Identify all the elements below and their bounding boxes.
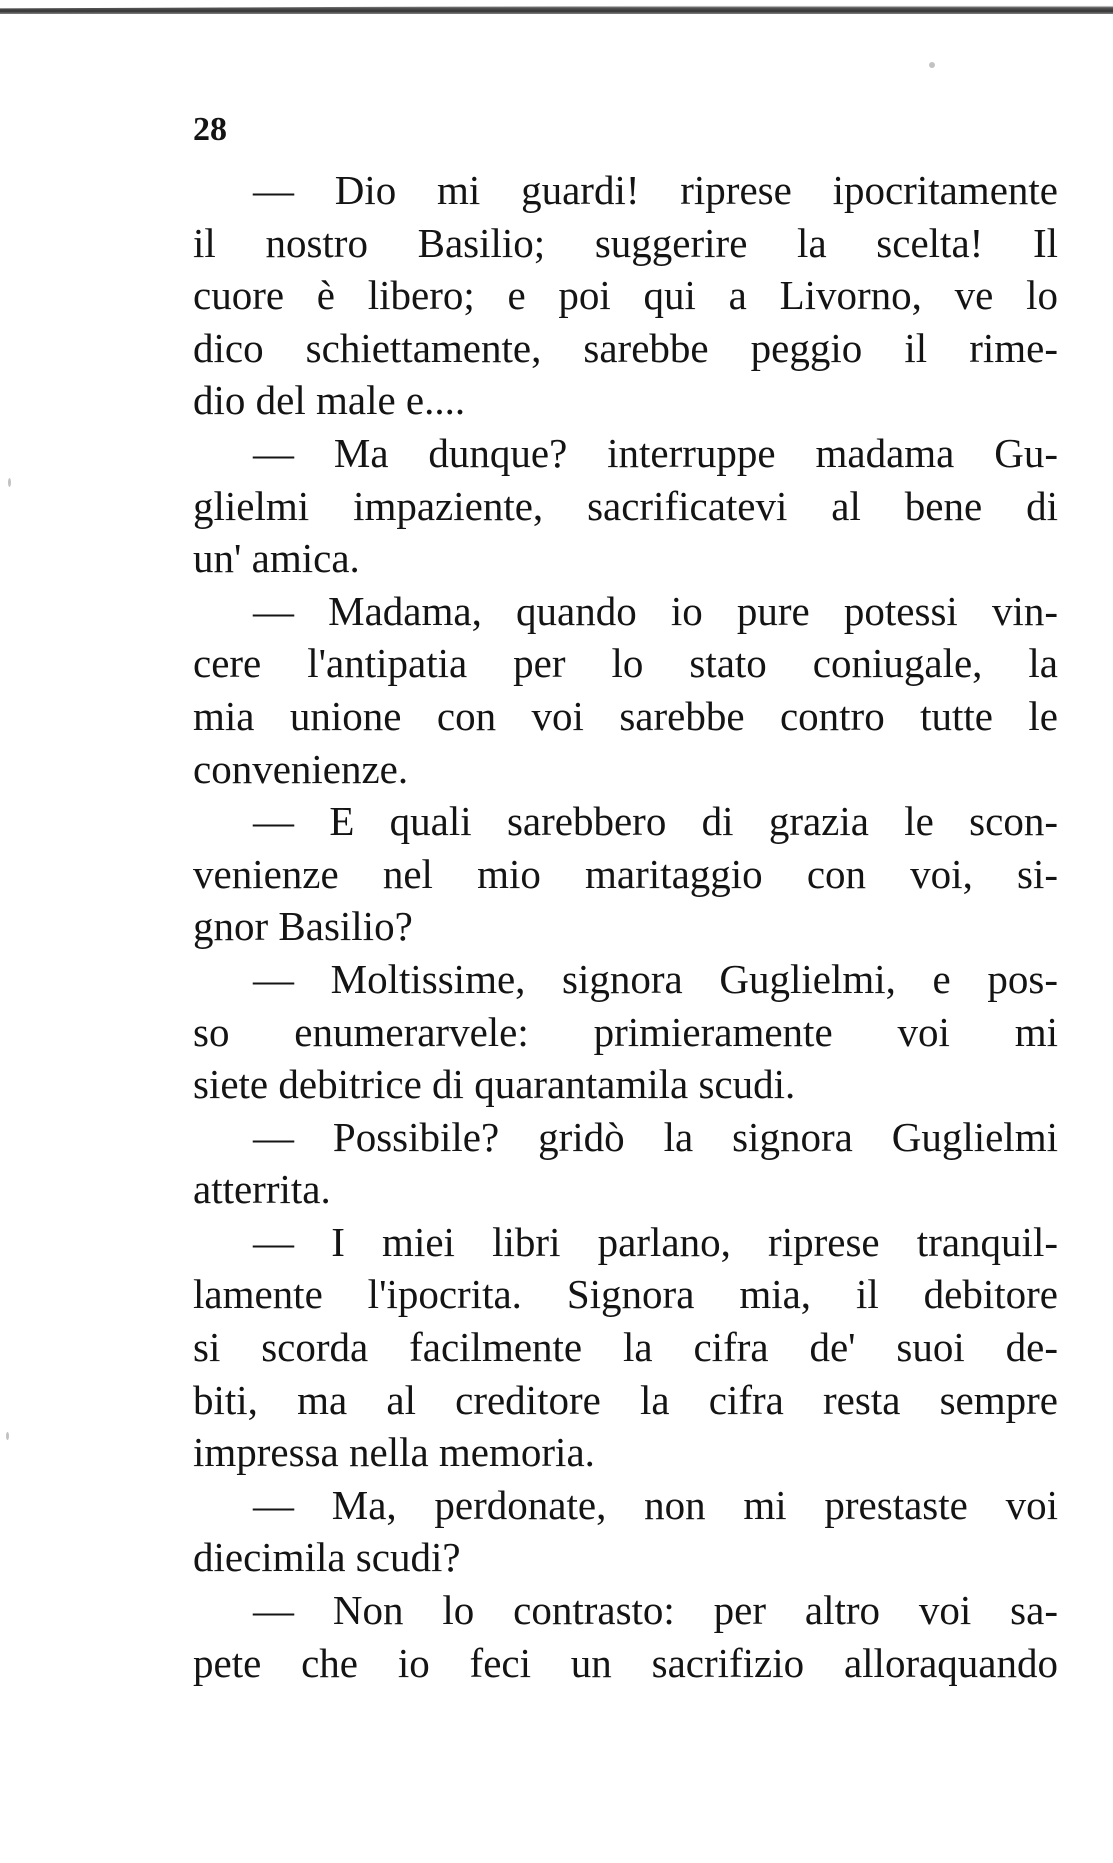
text-line: un' amica. <box>193 535 360 582</box>
text-line: lamente l'ipocrita. Signora mia, il debitore <box>193 1271 1058 1318</box>
book-page <box>193 110 1058 1689</box>
text-line: gnor Basilio? <box>193 903 413 950</box>
text-line: biti, ma al creditore la cifra resta sempre <box>193 1376 1058 1423</box>
text-line: venienze nel mio maritaggio con voi, si- <box>193 850 1058 897</box>
text-line: pete che io feci un sacrifizio alloraquando <box>193 1639 1058 1686</box>
text-line: — Ma, perdonate, non mi prestaste voi <box>253 1481 1058 1528</box>
text-line: atterrita. <box>193 1166 331 1213</box>
text-line: — Ma dunque? interruppe madama Gu- <box>253 429 1058 476</box>
text-line: cuore è libero; e poi qui a Livorno, ve lo <box>193 272 1058 319</box>
text-line: — Possibile? gridò la signora Guglielmi <box>253 1113 1058 1160</box>
page-body-text <box>193 164 1058 1689</box>
text-line: impressa nella memoria. <box>193 1429 595 1476</box>
text-line: il nostro Basilio; suggerire la scelta! Il <box>193 219 1058 266</box>
text-line: mia unione con voi sarebbe contro tutte le <box>193 692 1058 739</box>
text-line: siete debitrice di quarantamila scudi. <box>193 1061 796 1108</box>
text-line: glielmi impaziente, sacrificatevi al bene di <box>193 482 1058 529</box>
text-line: so enumerarvele: primieramente voi mi <box>193 1008 1058 1055</box>
print-speck <box>8 478 11 487</box>
text-line: — Moltissime, signora Guglielmi, e pos- <box>253 955 1058 1002</box>
text-line: — E quali sarebbero di grazia le scon- <box>253 798 1058 845</box>
text-line: cere l'antipatia per lo stato coniugale, la <box>193 640 1058 687</box>
text-line: convenienze. <box>193 745 409 792</box>
text-line: — Madama, quando io pure potessi vin- <box>253 587 1058 634</box>
text-line: — Non lo contrasto: per altro voi sa- <box>253 1587 1058 1634</box>
text-line: diecimila scudi? <box>193 1534 461 1581</box>
text-line: dio del male e.... <box>193 377 466 424</box>
print-speck <box>929 62 935 68</box>
page-number: 28 <box>193 111 227 148</box>
text-line: si scorda facilmente la cifra de' suoi de- <box>193 1324 1058 1371</box>
text-line: — I miei libri parlano, riprese tranquil- <box>253 1218 1058 1265</box>
text-line: dico schiettamente, sarebbe peggio il rime- <box>193 324 1058 371</box>
page-top-edge <box>0 0 1113 14</box>
text-line: — Dio mi guardi! riprese ipocritamente <box>253 167 1058 213</box>
print-speck <box>6 1432 9 1440</box>
